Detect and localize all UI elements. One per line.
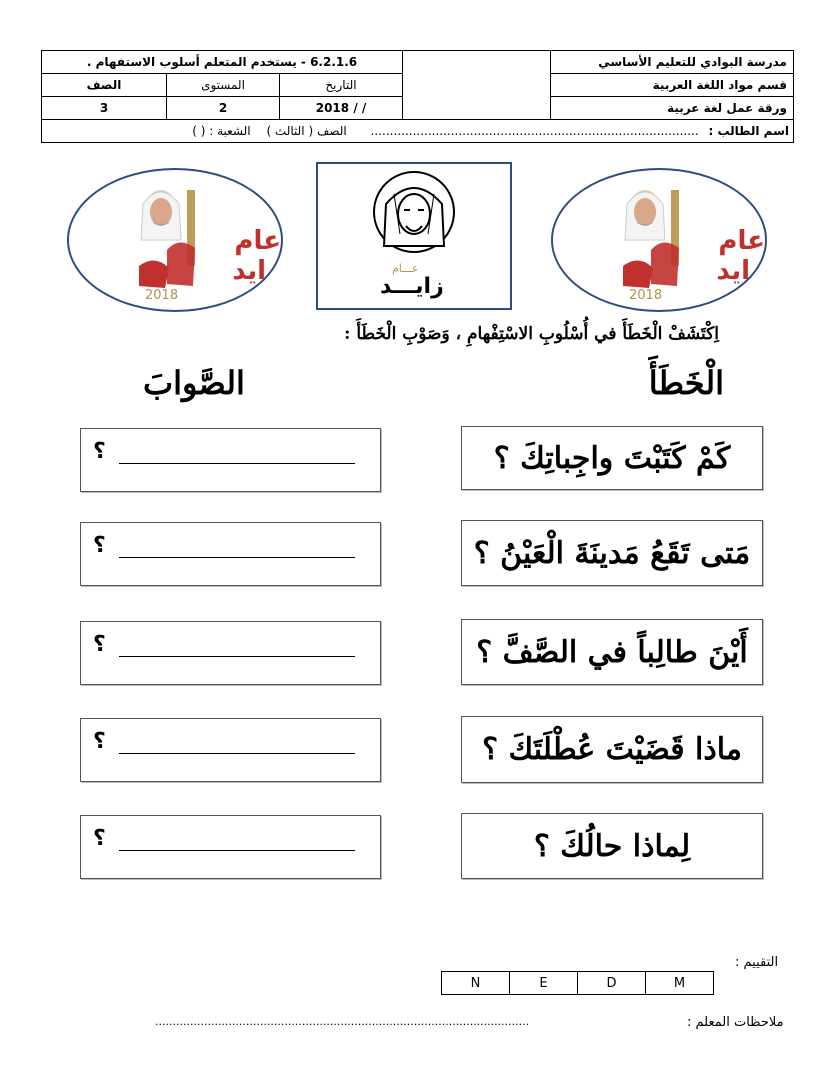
teacher-notes-label: ملاحظات المعلم : (687, 1015, 784, 1030)
student-row (42, 120, 794, 143)
question-mark: ؟ (93, 826, 106, 851)
correct-column-heading: الصَّوابَ (143, 364, 245, 402)
evaluation-grade-table (441, 971, 714, 995)
answer-line[interactable] (119, 656, 355, 657)
wrong-column-heading: الْخَطَأَ (648, 364, 724, 402)
zayed-year-logo-left (67, 168, 283, 312)
section-text[interactable]: الشعبة : ( ) (192, 124, 251, 138)
answer-box-3[interactable] (80, 621, 381, 685)
grade-n[interactable]: N (442, 972, 510, 995)
objective-text: 6.2.1.6 - يستخدم المتعلم أسلوب الاستفهام . (42, 51, 403, 74)
wrong-sentence-4: ماذا قَضَيْتَ عُطْلَتَكَ ؟ (461, 716, 763, 783)
answer-line[interactable] (119, 463, 355, 464)
question-mark: ؟ (93, 533, 106, 558)
student-name-label: اسم الطالب : (708, 124, 789, 138)
center-logo-big: زايـــد (380, 274, 444, 299)
logo-left-text: عام زايد (232, 226, 281, 286)
answer-line[interactable] (119, 557, 355, 558)
answer-box-5[interactable] (80, 815, 381, 879)
student-name-field[interactable]: ...................................................................................... (370, 124, 699, 138)
question-mark: ؟ (93, 439, 106, 464)
level-label: المستوى (167, 74, 280, 97)
grade-m[interactable]: M (646, 972, 714, 995)
logo-right-text: عام زايد (716, 226, 765, 286)
logo-left-year: 2018 (145, 288, 179, 303)
center-logo-small: عـــام (392, 262, 419, 275)
answer-line[interactable] (119, 753, 355, 754)
grade-d[interactable]: D (578, 972, 646, 995)
header-blank-cell (403, 51, 551, 120)
zayed-logo-center (316, 162, 512, 310)
wrong-sentence-2: مَتى تَقَعُ مَدينَةَ الْعَيْنُ ؟ (461, 520, 763, 586)
grade-label: الصف (42, 74, 167, 97)
question-mark: ؟ (93, 632, 106, 657)
class-text: الصف ( الثالث ) (266, 124, 347, 138)
answer-box-2[interactable] (80, 522, 381, 586)
zayed-year-logo-right (551, 168, 767, 312)
department-name: قسم مواد اللغة العربية (551, 74, 794, 97)
header-table (41, 50, 794, 143)
evaluation-label: التقييم : (735, 955, 779, 970)
answer-box-4[interactable] (80, 718, 381, 782)
wrong-sentence-5: لِماذا حالُكَ ؟ (461, 813, 763, 879)
school-name: مدرسة البوادي للتعليم الأساسي (551, 51, 794, 74)
answer-line[interactable] (119, 850, 355, 851)
wrong-sentence-3: أَيْنَ طالِباً في الصَّفَّ ؟ (461, 619, 763, 685)
teacher-notes-field[interactable]: ........................................................................................................... (155, 1015, 530, 1028)
grade-value: 3 (42, 97, 167, 120)
grade-e[interactable]: E (510, 972, 578, 995)
date-label: التاريخ (280, 74, 403, 97)
logo-right-year: 2018 (629, 288, 663, 303)
instruction-text: اِكْتَشَفْ الْخَطَأَ في أُسْلُوبِ الاسْتِفْهامِ ، وَصَوْبِ الْخَطَأَ : (344, 324, 719, 344)
answer-box-1[interactable] (80, 428, 381, 492)
sheet-title: ورقة عمل لغة عربية (551, 97, 794, 120)
question-mark: ؟ (93, 729, 106, 754)
date-value[interactable]: / / 2018 (280, 97, 403, 120)
wrong-sentence-1: كَمْ كَتَبْتَ واجِباتِكَ ؟ (461, 426, 763, 490)
level-value: 2 (167, 97, 280, 120)
